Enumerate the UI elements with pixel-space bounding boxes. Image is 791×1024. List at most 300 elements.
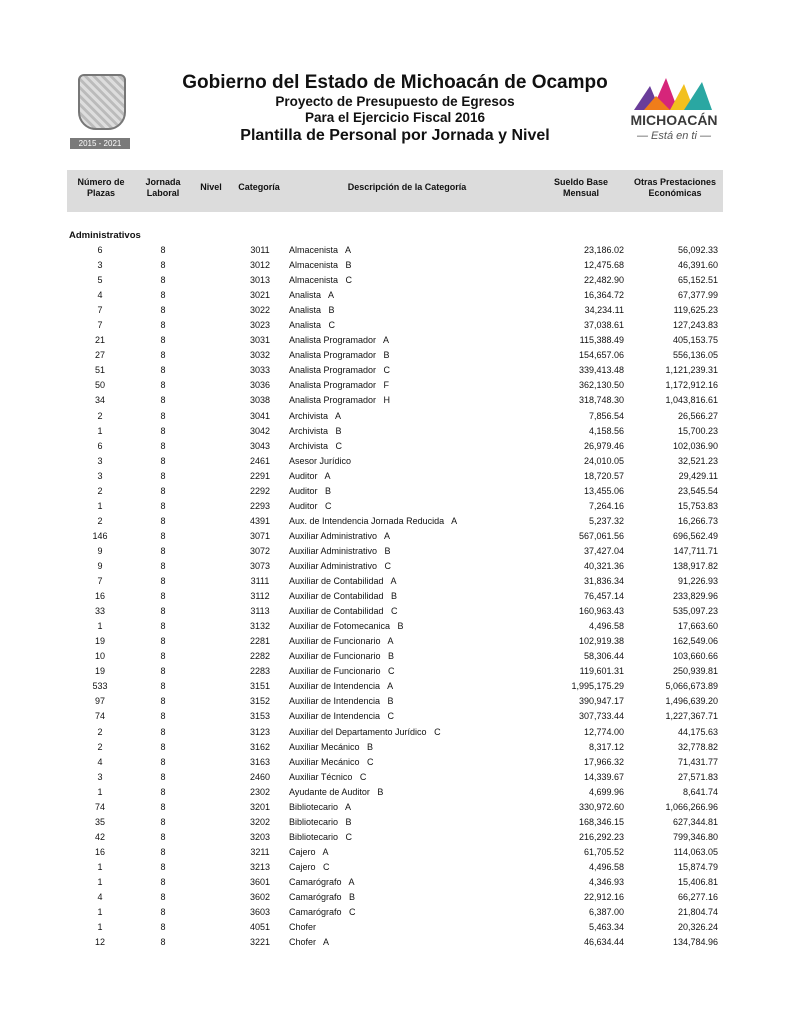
table-row [0, 409, 791, 424]
cell-sueldo: 318,748.30 [578, 395, 624, 406]
cell-otras: 799,346.80 [672, 831, 718, 842]
cell-sueldo: 307,733.44 [578, 711, 624, 722]
cell-descripcion: Auxiliar de Funcionario B [289, 651, 395, 662]
table-row [0, 363, 791, 378]
cell-sueldo: 339,413.48 [578, 365, 624, 376]
cell-otras: 127,243.83 [672, 320, 718, 331]
table-row [0, 439, 791, 454]
cell-categoria: 3012 [249, 260, 271, 271]
cell-sueldo: 23,186.02 [583, 245, 624, 255]
cell-jornada: 8 [160, 245, 166, 255]
cell-sueldo: 362,130.50 [578, 380, 624, 391]
cell-plazas: 16 [94, 846, 105, 857]
cell-jornada: 8 [160, 681, 166, 692]
col-header-categoria: Categoría [238, 182, 280, 192]
section-label: Administrativos [69, 230, 141, 241]
cell-plazas: 2 [97, 485, 103, 496]
cell-plazas: 2 [97, 515, 103, 526]
cell-descripcion: Auditor A [289, 470, 331, 481]
cell-otras: 134,784.96 [672, 937, 718, 948]
cell-categoria: 3036 [249, 380, 271, 391]
document-header [0, 70, 791, 160]
state-seal-logo [70, 70, 130, 150]
table-row [0, 499, 791, 514]
cell-sueldo: 18,720.57 [583, 470, 624, 481]
cell-jornada: 8 [160, 756, 166, 767]
table-row [0, 303, 791, 318]
cell-categoria: 3013 [249, 275, 271, 286]
cell-plazas: 33 [94, 606, 105, 617]
document-subtitle-1: Proyecto de Presupuesto de Egresos [275, 94, 515, 109]
cell-descripcion: Auxiliar de Intendencia B [289, 696, 394, 707]
cell-sueldo: 5,463.34 [588, 922, 624, 933]
cell-plazas: 7 [97, 576, 103, 587]
table-row [0, 273, 791, 288]
cell-descripcion: Analista Programador F [289, 380, 390, 391]
cell-jornada: 8 [160, 350, 166, 361]
cell-jornada: 8 [160, 275, 166, 286]
cell-sueldo: 119,601.31 [579, 666, 624, 677]
cell-otras: 29,429.11 [678, 470, 718, 481]
cell-otras: 67,377.99 [677, 290, 718, 301]
table-row [0, 333, 791, 348]
cell-otras: 696,562.49 [672, 530, 718, 541]
table-row [0, 800, 791, 815]
cell-categoria: 3213 [249, 861, 271, 872]
cell-plazas: 2 [97, 410, 103, 421]
cell-otras: 46,391.60 [677, 260, 718, 271]
cell-plazas: 4 [97, 892, 103, 903]
cell-sueldo: 8,317.12 [588, 741, 624, 752]
cell-categoria: 3113 [250, 606, 270, 617]
cell-descripcion: Auxiliar Administrativo C [289, 560, 392, 571]
cell-sueldo: 168,346.15 [578, 816, 624, 827]
cell-otras: 138,917.82 [672, 560, 718, 571]
col-header-jornada: Jornada Laboral [145, 177, 181, 198]
cell-sueldo: 4,699.96 [588, 786, 624, 797]
cell-categoria: 3011 [250, 245, 270, 255]
cell-otras: 20,326.24 [677, 922, 718, 933]
cell-descripcion: Ayudante de Auditor B [289, 786, 384, 797]
cell-descripcion: Auxiliar de Contabilidad A [289, 576, 397, 587]
cell-descripcion: Asesor Jurídico [289, 455, 352, 466]
cell-descripcion: Camarógrafo B [289, 892, 356, 903]
cell-jornada: 8 [160, 545, 166, 556]
cell-plazas: 1 [97, 922, 103, 933]
table-row [0, 679, 791, 694]
cell-otras: 1,066,266.96 [665, 801, 718, 812]
cell-categoria: 3031 [249, 335, 271, 346]
cell-plazas: 1 [97, 786, 103, 797]
table-column-header [67, 170, 723, 212]
cell-sueldo: 24,010.05 [583, 455, 624, 466]
cell-otras: 535,097.23 [672, 606, 718, 617]
cell-categoria: 4391 [249, 515, 271, 526]
cell-descripcion: Cajero C [289, 861, 330, 872]
table-row [0, 514, 791, 529]
col-header-plazas: Número de Plazas [77, 177, 125, 198]
table-row [0, 469, 791, 484]
cell-sueldo: 4,158.56 [588, 425, 624, 436]
table-row [0, 725, 791, 740]
cell-descripcion: Aux. de Intendencia Jornada Reducida A [289, 515, 458, 526]
cell-otras: 1,121,239.31 [665, 365, 718, 376]
cell-categoria: 3221 [249, 937, 271, 948]
col-header-sueldo: Sueldo Base Mensual [553, 177, 609, 198]
table-row [0, 258, 791, 273]
cell-sueldo: 58,306.44 [583, 651, 624, 662]
cell-otras: 15,406.81 [677, 876, 718, 887]
cell-sueldo: 76,457.14 [583, 591, 624, 602]
cell-sueldo: 40,321.36 [583, 560, 624, 571]
cell-categoria: 3071 [249, 530, 271, 541]
cell-jornada: 8 [160, 892, 166, 903]
cell-otras: 91,226.93 [677, 576, 718, 587]
cell-descripcion: Auxiliar del Departamento Jurídico C [289, 726, 441, 737]
table-row [0, 694, 791, 709]
cell-plazas: 7 [97, 320, 103, 331]
cell-jornada: 8 [160, 530, 166, 541]
cell-sueldo: 160,963.43 [578, 606, 624, 617]
table-row [0, 424, 791, 439]
col-header-otras: Otras Prestaciones Económicas [633, 177, 717, 198]
table-row [0, 920, 791, 935]
cell-otras: 32,778.82 [677, 741, 718, 752]
cell-jornada: 8 [160, 876, 166, 887]
cell-categoria: 4051 [249, 922, 271, 933]
table-row [0, 619, 791, 634]
table-row [0, 589, 791, 604]
cell-sueldo: 22,912.16 [583, 892, 624, 903]
table-row [0, 755, 791, 770]
cell-jornada: 8 [160, 861, 166, 872]
cell-sueldo: 37,427.04 [583, 545, 624, 556]
cell-descripcion: Archivista C [289, 440, 343, 451]
cell-plazas: 5 [97, 275, 103, 286]
cell-sueldo: 216,292.23 [578, 831, 624, 842]
document-subtitle-3: Plantilla de Personal por Jornada y Nivel [240, 127, 550, 144]
cell-otras: 405,153.75 [672, 335, 718, 346]
cell-jornada: 8 [160, 636, 166, 647]
cell-categoria: 3162 [249, 741, 271, 752]
cell-categoria: 3033 [249, 365, 271, 376]
cell-categoria: 2282 [249, 651, 271, 662]
cell-plazas: 74 [94, 801, 105, 812]
cell-sueldo: 567,061.56 [578, 530, 624, 541]
table-row [0, 709, 791, 724]
table-row [0, 393, 791, 408]
cell-sueldo: 17,966.32 [583, 756, 624, 767]
cell-jornada: 8 [160, 485, 166, 496]
table-row [0, 454, 791, 469]
cell-jornada: 8 [160, 816, 166, 827]
table-row [0, 845, 791, 860]
table-row [0, 574, 791, 589]
cell-otras: 8,641.74 [682, 786, 718, 797]
table-row [0, 318, 791, 333]
cell-plazas: 4 [97, 756, 103, 767]
seal-years: 2015 - 2021 [70, 138, 130, 149]
cell-plazas: 97 [94, 696, 105, 707]
cell-sueldo: 16,364.72 [583, 290, 624, 301]
cell-otras: 44,175.63 [677, 726, 718, 737]
cell-descripcion: Camarógrafo A [289, 876, 355, 887]
cell-categoria: 3601 [249, 876, 271, 887]
cell-plazas: 9 [97, 560, 103, 571]
cell-descripcion: Auxiliar de Intendencia A [289, 681, 394, 692]
cell-otras: 21,804.74 [677, 907, 718, 918]
cell-jornada: 8 [160, 335, 166, 346]
table-row [0, 740, 791, 755]
table-row [0, 890, 791, 905]
cell-descripcion: Auxiliar de Contabilidad C [289, 606, 398, 617]
cell-otras: 119,625.23 [673, 305, 718, 316]
cell-otras: 32,521.23 [677, 455, 718, 466]
michoacan-shapes-icon [622, 74, 726, 114]
cell-jornada: 8 [160, 560, 166, 571]
cell-jornada: 8 [160, 621, 166, 632]
cell-categoria: 3603 [249, 907, 271, 918]
cell-descripcion: Auxiliar Mecánico C [289, 756, 374, 767]
table-body [0, 243, 791, 950]
cell-categoria: 3043 [249, 440, 271, 451]
cell-jornada: 8 [160, 846, 166, 857]
cell-plazas: 34 [94, 395, 105, 406]
cell-categoria: 2461 [249, 455, 271, 466]
cell-categoria: 3163 [249, 756, 271, 767]
table-row [0, 634, 791, 649]
cell-sueldo: 154,657.06 [578, 350, 624, 361]
cell-categoria: 3041 [249, 410, 271, 421]
cell-otras: 65,152.51 [677, 275, 718, 286]
cell-sueldo: 26,979.46 [583, 440, 624, 451]
cell-plazas: 2 [97, 741, 103, 752]
cell-categoria: 3072 [249, 545, 271, 556]
cell-jornada: 8 [160, 937, 166, 948]
cell-categoria: 3123 [249, 726, 271, 737]
cell-otras: 147,711.71 [673, 545, 718, 556]
cell-jornada: 8 [160, 260, 166, 271]
cell-jornada: 8 [160, 726, 166, 737]
table-row [0, 905, 791, 920]
cell-otras: 1,172,912.16 [665, 380, 718, 391]
cell-descripcion: Almacenista C [289, 275, 353, 286]
cell-descripcion: Analista A [289, 290, 335, 301]
col-header-descripcion: Descripción de la Categoría [347, 182, 467, 192]
cell-jornada: 8 [160, 365, 166, 376]
cell-sueldo: 330,972.60 [578, 801, 624, 812]
table-row [0, 378, 791, 393]
cell-plazas: 6 [97, 245, 103, 255]
cell-categoria: 2302 [249, 786, 271, 797]
cell-plazas: 27 [94, 350, 105, 361]
cell-descripcion: Analista B [289, 305, 335, 316]
table-row [0, 649, 791, 664]
cell-plazas: 3 [97, 455, 103, 466]
cell-descripcion: Chofer A [289, 937, 330, 948]
cell-sueldo: 4,496.58 [588, 861, 624, 872]
cell-categoria: 3112 [250, 591, 270, 602]
cell-plazas: 1 [97, 621, 103, 632]
cell-categoria: 2283 [249, 666, 271, 677]
cell-jornada: 8 [160, 470, 166, 481]
cell-descripcion: Analista Programador H [289, 395, 391, 406]
cell-plazas: 9 [97, 545, 103, 556]
cell-plazas: 12 [94, 937, 105, 948]
cell-otras: 5,066,673.89 [665, 681, 718, 692]
cell-plazas: 1 [97, 876, 103, 887]
cell-jornada: 8 [160, 922, 166, 933]
cell-jornada: 8 [160, 771, 166, 782]
cell-jornada: 8 [160, 801, 166, 812]
cell-categoria: 3152 [249, 696, 271, 707]
cell-sueldo: 102,919.38 [578, 636, 624, 647]
title-block [140, 72, 650, 146]
document-subtitle-2: Para el Ejercicio Fiscal 2016 [304, 110, 486, 125]
document-title: Gobierno del Estado de Michoacán de Ocampo [182, 72, 608, 93]
cell-plazas: 16 [94, 591, 105, 602]
cell-otras: 627,344.81 [672, 816, 718, 827]
table-row [0, 348, 791, 363]
cell-plazas: 51 [94, 365, 105, 376]
cell-categoria: 3203 [249, 831, 271, 842]
cell-jornada: 8 [160, 741, 166, 752]
cell-categoria: 3111 [250, 576, 270, 587]
cell-descripcion: Auxiliar de Funcionario A [289, 636, 394, 647]
cell-sueldo: 61,705.52 [583, 846, 624, 857]
cell-plazas: 6 [97, 440, 103, 451]
cell-categoria: 3602 [249, 892, 271, 903]
cell-plazas: 42 [94, 831, 105, 842]
cell-plazas: 10 [94, 651, 105, 662]
cell-otras: 162,549.06 [672, 636, 718, 647]
cell-plazas: 19 [94, 636, 105, 647]
table-row [0, 785, 791, 800]
cell-jornada: 8 [160, 591, 166, 602]
cell-descripcion: Auditor B [289, 485, 332, 496]
cell-plazas: 3 [97, 260, 103, 271]
cell-descripcion: Almacenista A [289, 245, 352, 255]
cell-plazas: 1 [97, 907, 103, 918]
cell-otras: 17,663.60 [677, 621, 718, 632]
cell-descripcion: Archivista B [289, 425, 342, 436]
cell-otras: 26,566.27 [677, 410, 718, 421]
cell-jornada: 8 [160, 711, 166, 722]
cell-sueldo: 34,234.11 [584, 305, 624, 316]
cell-descripcion: Analista Programador B [289, 350, 390, 361]
coat-of-arms-icon [78, 74, 126, 130]
cell-categoria: 3032 [249, 350, 271, 361]
cell-descripcion: Cajero A [289, 846, 329, 857]
logo-wordmark: MICHOACÁN [630, 112, 718, 128]
cell-jornada: 8 [160, 500, 166, 511]
cell-otras: 114,063.05 [673, 846, 718, 857]
table-row [0, 875, 791, 890]
cell-categoria: 2281 [249, 636, 271, 647]
cell-jornada: 8 [160, 395, 166, 406]
table-row [0, 664, 791, 679]
cell-sueldo: 22,482.90 [583, 275, 624, 286]
table-row [0, 604, 791, 619]
table-row [0, 770, 791, 785]
cell-otras: 15,874.79 [677, 861, 718, 872]
cell-otras: 103,660.66 [672, 651, 718, 662]
table-row [0, 288, 791, 303]
cell-otras: 250,939.81 [672, 666, 718, 677]
cell-plazas: 4 [97, 290, 103, 301]
cell-plazas: 19 [94, 666, 105, 677]
cell-otras: 15,700.23 [677, 425, 718, 436]
cell-otras: 1,043,816.61 [665, 395, 718, 406]
cell-categoria: 3022 [249, 305, 271, 316]
cell-plazas: 21 [94, 335, 105, 346]
cell-sueldo: 12,774.00 [583, 726, 624, 737]
cell-plazas: 35 [94, 816, 105, 827]
cell-descripcion: Analista Programador C [289, 365, 391, 376]
cell-jornada: 8 [160, 380, 166, 391]
cell-otras: 16,266.73 [677, 515, 718, 526]
cell-categoria: 3042 [249, 425, 271, 436]
cell-plazas: 533 [92, 681, 108, 692]
cell-otras: 556,136.05 [672, 350, 718, 361]
cell-otras: 27,571.83 [677, 771, 718, 782]
cell-otras: 233,829.96 [672, 591, 718, 602]
cell-jornada: 8 [160, 425, 166, 436]
cell-jornada: 8 [160, 786, 166, 797]
cell-jornada: 8 [160, 576, 166, 587]
cell-descripcion: Bibliotecario C [289, 831, 353, 842]
cell-descripcion: Analista Programador A [289, 335, 390, 346]
cell-plazas: 74 [94, 711, 105, 722]
cell-jornada: 8 [160, 455, 166, 466]
table-row [0, 544, 791, 559]
cell-sueldo: 46,634.44 [583, 937, 624, 948]
cell-categoria: 3153 [249, 711, 271, 722]
cell-sueldo: 1,995,175.29 [571, 681, 624, 692]
cell-jornada: 8 [160, 696, 166, 707]
cell-otras: 102,036.90 [672, 440, 718, 451]
cell-plazas: 1 [97, 861, 103, 872]
cell-sueldo: 4,346.93 [588, 876, 624, 887]
cell-categoria: 2293 [249, 500, 271, 511]
col-header-nivel: Nivel [200, 182, 222, 192]
cell-plazas: 7 [97, 305, 103, 316]
cell-sueldo: 13,455.06 [583, 485, 624, 496]
logo-tagline: — Está en ti — [637, 130, 711, 142]
cell-categoria: 3202 [249, 816, 271, 827]
cell-categoria: 3023 [249, 320, 271, 331]
table-row [0, 529, 791, 544]
cell-descripcion: Auxiliar de Contabilidad B [289, 591, 398, 602]
cell-categoria: 2460 [249, 771, 271, 782]
cell-plazas: 146 [92, 530, 108, 541]
cell-jornada: 8 [160, 410, 166, 421]
cell-sueldo: 12,475.68 [583, 260, 624, 271]
cell-categoria: 3073 [249, 560, 271, 571]
table-row [0, 559, 791, 574]
table-row [0, 815, 791, 830]
cell-sueldo: 14,339.67 [583, 771, 624, 782]
cell-otras: 56,092.33 [677, 245, 718, 255]
cell-jornada: 8 [160, 440, 166, 451]
cell-otras: 1,496,639.20 [665, 696, 718, 707]
cell-categoria: 3132 [249, 621, 271, 632]
michoacan-brand-logo [622, 74, 726, 146]
cell-plazas: 3 [97, 771, 103, 782]
cell-otras: 23,545.54 [677, 485, 718, 496]
cell-jornada: 8 [160, 606, 166, 617]
cell-descripcion: Auxiliar de Funcionario C [289, 666, 395, 677]
